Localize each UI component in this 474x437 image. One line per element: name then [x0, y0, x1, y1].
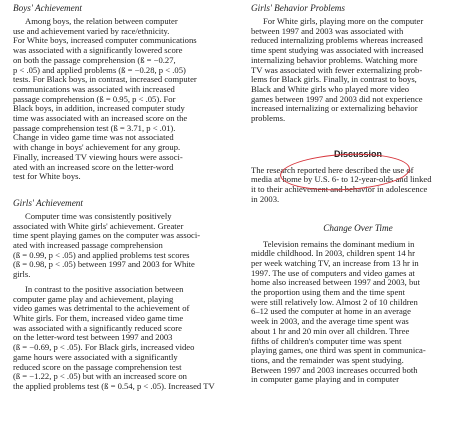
text-line: use and achievement varied by race/ethnicity. [13, 26, 170, 36]
text-line: reduced score on the passage comprehension test [13, 362, 182, 372]
text-line: internalizing behavior problems. Watching more [251, 55, 418, 65]
text-line: time spent studying was associated with increased [251, 46, 424, 56]
text-line: test for White boys. [13, 172, 81, 182]
text-line: with change in boys' achievement for any group. [13, 143, 181, 153]
text-line: were still relatively low. Almost 2 of 10 children [251, 297, 418, 307]
text-line: 1997. The use of computers and video games at [251, 268, 415, 278]
text-line: in computer game playing and in computer [251, 375, 399, 385]
text-line: in 2003. [251, 194, 280, 204]
text-line: Television remains the dominant medium in [263, 239, 415, 249]
text-line: girls. [13, 270, 31, 280]
right-column [251, 3, 465, 385]
text-line: passage comprehension (ß = 0.95, p < .05). For [13, 94, 176, 104]
text-line: Computer time was consistently positively [25, 211, 172, 221]
text-line: (ß = 0.99, p < .05) and applied problems test scores [13, 250, 190, 260]
text-line: Black and White girls who played more video [251, 84, 410, 94]
text-line: was associated with a significantly lowered score [13, 46, 183, 56]
girls-behavior-paragraph [251, 17, 465, 124]
change-over-time-heading: Change Over Time [323, 222, 393, 233]
girls-achievement-heading: Girls' Achievement [13, 197, 83, 208]
text-line: tions, and the remainder was spent studying. [251, 355, 404, 365]
text-line: about 1 hr and 20 min over all children. Three [251, 326, 410, 336]
text-line: Between 1997 and 2003 increases occurred both [251, 365, 418, 375]
text-line: In contrast to the positive association between [25, 284, 184, 294]
text-line: passage comprehension test (ß = 3.71, p < .01). [13, 123, 176, 133]
text-line: Finally, increased TV viewing hours were associ- [13, 152, 183, 162]
change-over-time-paragraph [251, 240, 465, 386]
text-line: lems for Black girls. Finally, in contrast to boys, [251, 75, 417, 85]
discussion-heading: Discussion [333, 148, 382, 159]
text-line: For White girls, playing more on the computer [263, 17, 424, 26]
text-line: the proportion using them and the time spent [251, 288, 405, 298]
text-line: TV was associated with fewer externalizing prob- [251, 65, 423, 75]
text-line: White girls. For them, increased video game time [13, 313, 184, 323]
text-line: For White boys, increased computer communications [13, 36, 197, 46]
text-line: middle childhood. In 2003, children spent 14 hr [251, 249, 415, 259]
text-line: p < .05) and applied problems (ß = −0.28, p < .05) [13, 65, 186, 75]
text-line: (ß = −0.69, p < .05). For Black girls, increased video [13, 343, 195, 353]
girls-achievement-paragraph-2 [13, 285, 227, 392]
left-column [13, 3, 227, 392]
text-line: Change in video game time was not associated [13, 133, 174, 143]
text-line: time was associated with an increased score on the [13, 114, 188, 124]
text-line: tests. For Black boys, in contrast, increased computer [13, 75, 197, 85]
girls-behavior-heading: Girls' Behavior Problems [251, 3, 346, 13]
text-line: games between 1997 and 2003 did not experience [251, 94, 423, 104]
text-line: between 1997 and 2003 was associated with [251, 26, 404, 36]
boys-achievement-paragraph [13, 17, 227, 182]
text-line: on the letter-word test between 1997 and 2003 [13, 333, 173, 343]
text-line: game hours were associated with a significantly [13, 352, 178, 362]
text-line: computer game play and achievement, playing [13, 294, 174, 304]
text-line: 6–12 used the computer at home in an average [251, 307, 411, 317]
text-line: The research reported here described the use of [251, 165, 414, 175]
text-line: problems. [251, 114, 286, 124]
text-line: Among boys, the relation between computer [25, 17, 178, 26]
text-line: ated with an increased score on the letter-word [13, 162, 174, 172]
text-line: time spent playing games on the computer was associ- [13, 231, 201, 241]
text-line: ated with increased passage comprehension [13, 241, 163, 251]
text-line: associated with White girls' achievement. Greater [13, 221, 184, 231]
text-line: was associated with a significantly reduced score [13, 323, 182, 333]
discussion-paragraph [251, 166, 465, 205]
text-line: media at home by U.S. 6- to 12-year-olds and linked [251, 175, 432, 185]
text-line: week in 2003, and the average time spent was [251, 317, 409, 327]
text-line: it to their achievement and behavior in adolescence [251, 185, 428, 195]
text-line: Black boys, in addition, increased computer study [13, 104, 185, 114]
text-line: video games was detrimental to the achievement of [13, 304, 190, 314]
text-line: communications was associated with increased [13, 84, 175, 94]
text-line: increased internalizing or externalizing behavior [251, 104, 418, 114]
girls-achievement-paragraph-1 [13, 212, 227, 280]
text-line: fifths of children's computer time was spent [251, 336, 402, 346]
text-line: on both the passage comprehension (ß = −0.27, [13, 55, 176, 65]
text-line: playing games, one third was spent in communica- [251, 346, 426, 356]
text-line: reduced internalizing problems whereas increased [251, 36, 423, 46]
boys-achievement-heading: Boys' Achievement [13, 3, 82, 13]
text-line: home also increased between 1997 and 2003, but [251, 278, 420, 288]
text-line: the applied problems test (ß = 0.54, p < .05). Increased TV [13, 381, 215, 391]
text-line: per week watching TV, an increase from 13 hr in [251, 258, 419, 268]
text-line: (ß = −1.22, p < .05) but with an increased score on [13, 372, 187, 382]
text-line: (ß = 0.98, p < .05) between 1997 and 2003 for White [13, 260, 195, 270]
